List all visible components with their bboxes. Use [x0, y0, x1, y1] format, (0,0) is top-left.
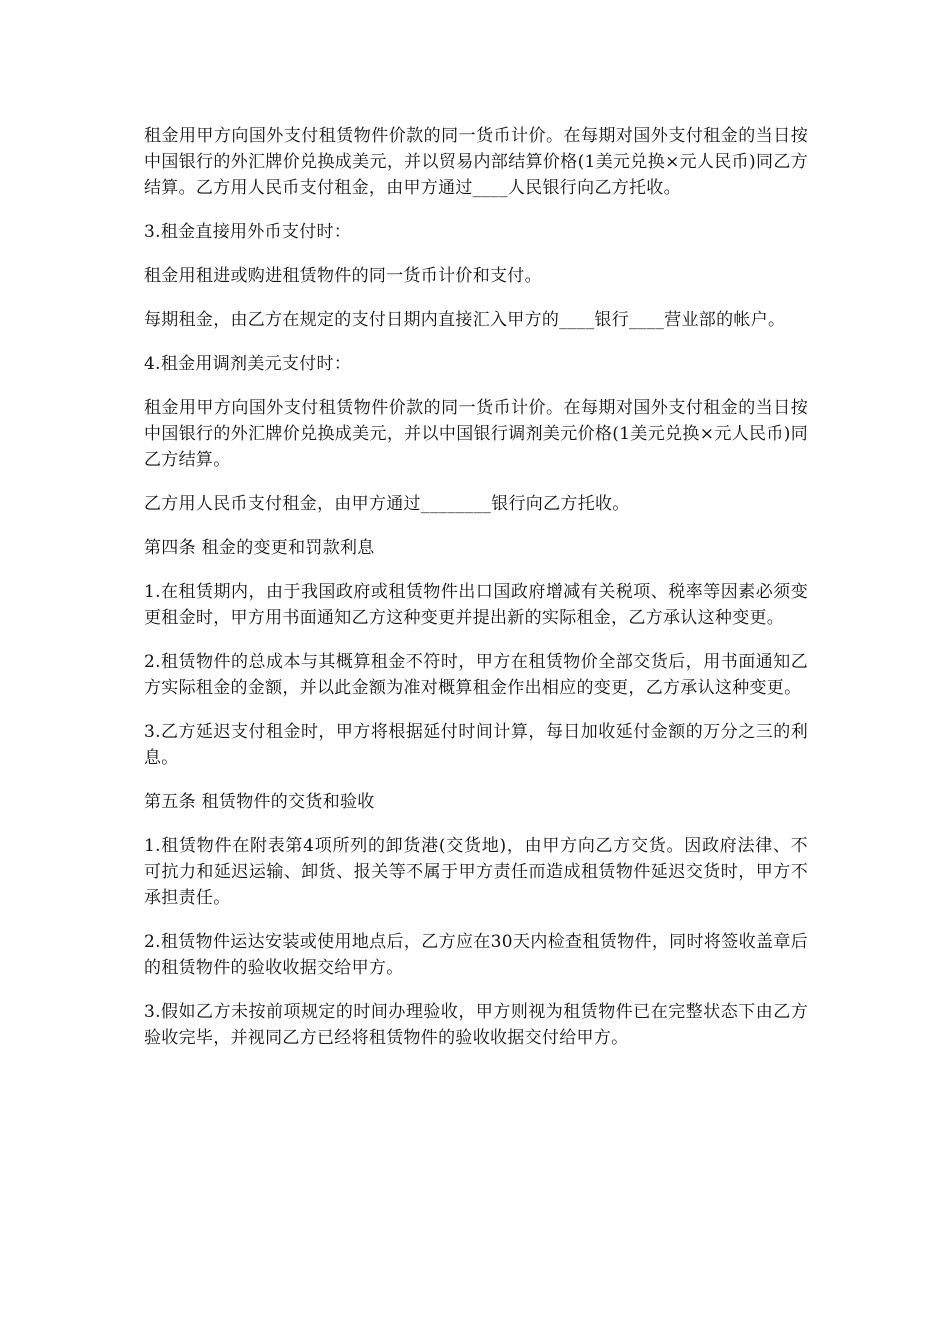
- article-5-item-3: 3.假如乙方未按前项规定的时间办理验收，甲方则视为租赁物件已在完整状态下由乙方验收完毕，并视同乙方已经将租赁物件的验收收据交付给甲方。: [144, 1002, 808, 1048]
- clause-4-heading: 4.租金用调剂美元支付时：: [144, 354, 352, 374]
- clause-3-heading: 3.租金直接用外币支付时：: [144, 222, 352, 242]
- paragraph-adjusted-dollar-pricing: 租金用甲方向国外支付租赁物件价款的同一货币计价。在每期对国外支付租金的当日按中国银行的外汇牌价兑换成美元，并以中国银行调剂美元价格(1美元兑换×元人民币)同乙方结算。: [144, 398, 808, 470]
- article-4-item-3: 3.乙方延迟支付租金时，甲方将根据延付时间计算，每日加收延付金额的万分之三的利息。: [144, 722, 808, 768]
- article-5-item-1: 1.租赁物件在附表第4项所列的卸货港(交货地)，由甲方向乙方交货。因政府法律、不可抗力和延迟运输、卸货、报关等不属于甲方责任而造成租赁物件延迟交货时，甲方不承担责任。: [144, 836, 808, 908]
- paragraph-rmb-collection: 乙方用人民币支付租金，由甲方通过________银行向乙方托收。: [144, 494, 630, 514]
- article-5-heading: 第五条 租赁物件的交货和验收: [144, 792, 375, 812]
- article-4-item-1: 1.在租赁期内，由于我国政府或租赁物件出口国政府增减有关税项、税率等因素必须变更租金时，甲方用书面通知乙方这种变更并提出新的实际租金，乙方承认这种变更。: [144, 582, 808, 628]
- paragraph-bank-remittance: 每期租金，由乙方在规定的支付日期内直接汇入甲方的____银行____营业部的帐户。: [144, 310, 786, 330]
- paragraph-foreign-currency-pricing: 租金用租进或购进租赁物件的同一货币计价和支付。: [144, 266, 542, 286]
- article-4-item-2: 2.租赁物件的总成本与其概算租金不符时，甲方在租赁物价全部交货后，用书面通知乙方实际租金的金额，并以此金额为准对概算租金作出相应的变更，乙方承认这种变更。: [144, 652, 808, 698]
- document-body: [144, 123, 808, 1069]
- paragraph-rent-rmb-settlement: 租金用甲方向国外支付租赁物件价款的同一货币计价。在每期对国外支付租金的当日按中国银行的外汇牌价兑换成美元，并以贸易内部结算价格(1美元兑换×元人民币)同乙方结算。乙方用人民币支付租金，由甲方通过____人民银行向乙方托收。: [144, 126, 808, 198]
- article-5-item-2: 2.租赁物件运达安装或使用地点后，乙方应在30天内检查租赁物件，同时将签收盖章后的租赁物件的验收收据交给甲方。: [144, 932, 808, 978]
- article-4-heading: 第四条 租金的变更和罚款利息: [144, 538, 375, 558]
